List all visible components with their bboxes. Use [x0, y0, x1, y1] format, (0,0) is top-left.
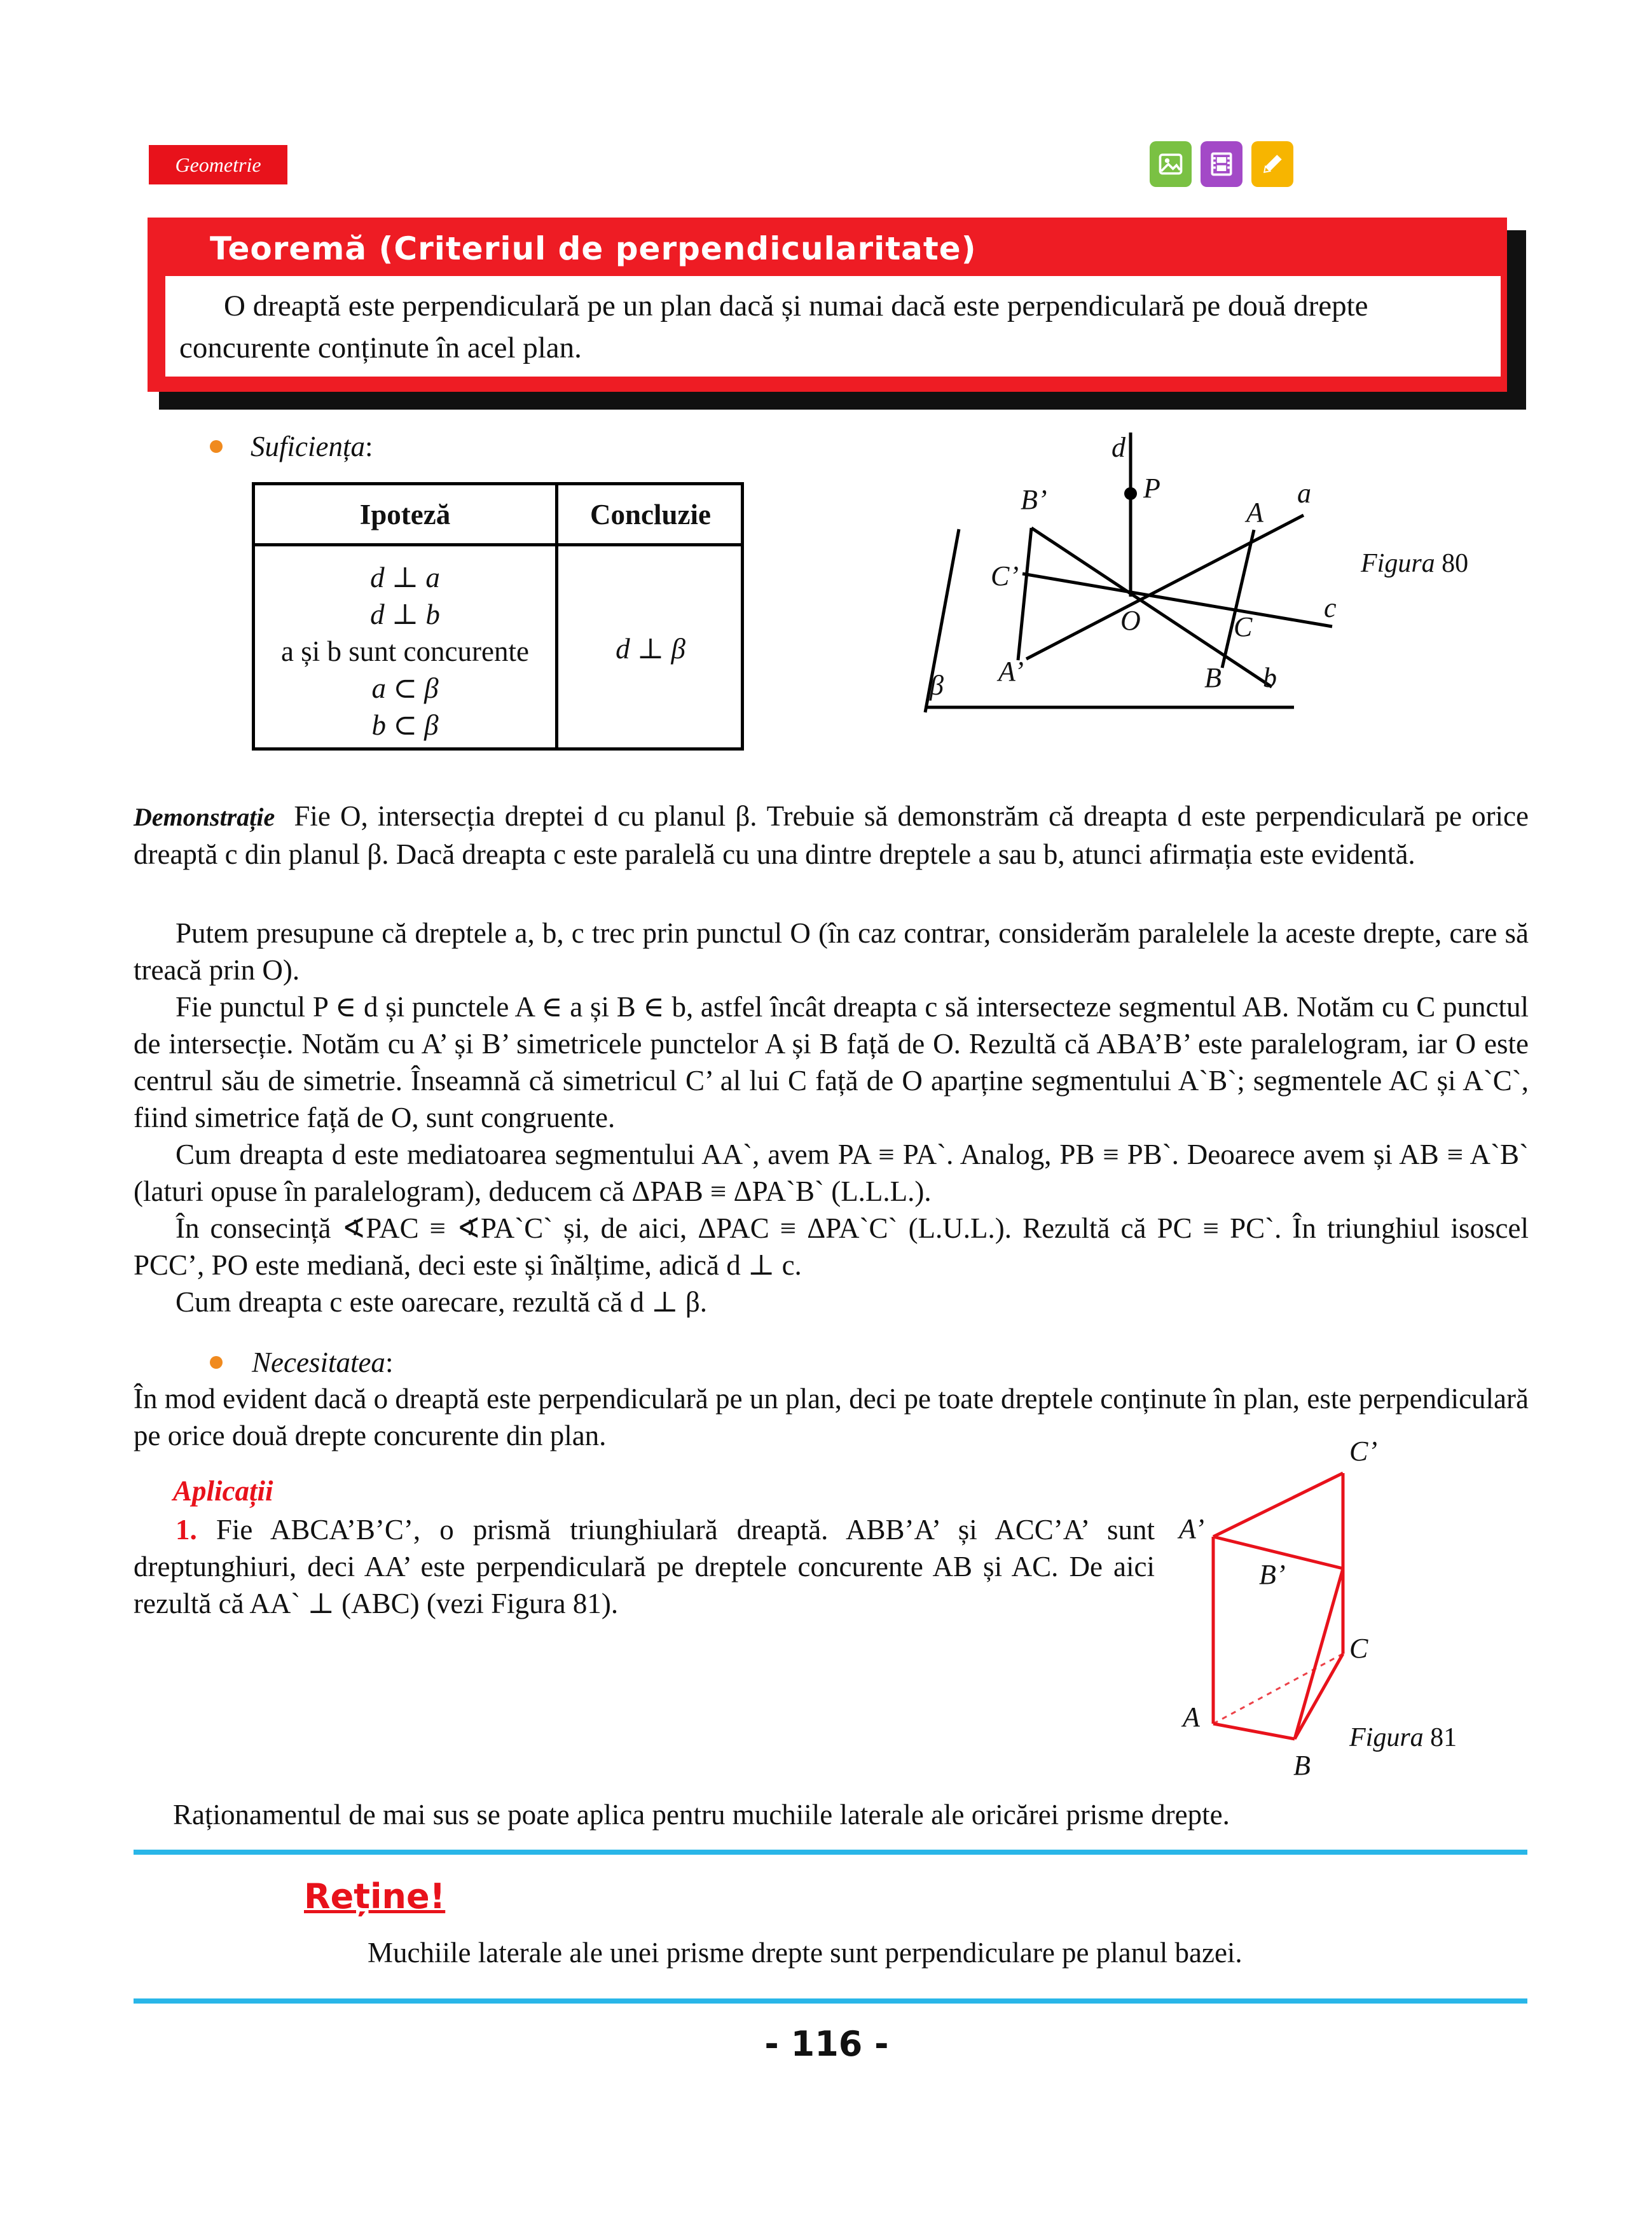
label-c-prime: C’: [1349, 1437, 1377, 1467]
film-icon[interactable]: [1201, 141, 1242, 187]
proof-heading: Demonstrație: [134, 803, 275, 831]
hypothesis-row: b ⊂ β: [371, 709, 439, 741]
figure-80-caption: Figura 80: [1361, 549, 1469, 578]
section-tag: Geometrie: [149, 145, 287, 184]
label-c: C: [1349, 1633, 1368, 1664]
label-b: B: [1293, 1750, 1311, 1781]
proof-paragraph-5: În consecință ∢PAC ≡ ∢PA`C` și, de aici, ΔPAC ≡ ΔPA`C` (L.U.L.). Rezultă că PC ≡ PC`. În triunghiul isoscel PCC’, PO este mediană, deci este și înălțime, adică d ⊥ c.: [134, 1212, 1529, 1281]
figure-80-diagram: [890, 420, 1412, 719]
label-a-prime: A’: [1179, 1513, 1204, 1544]
retine-top-rule: [134, 1850, 1527, 1855]
label-a-line: a: [1297, 478, 1311, 509]
label-b-line: b: [1263, 662, 1277, 693]
bullet-icon: [210, 1356, 223, 1369]
retine-title: Reține!: [304, 1876, 446, 1916]
table-header-hypothesis: Ipoteză: [359, 499, 451, 530]
label-a-point: A: [1246, 497, 1263, 528]
label-c-prime: C’: [991, 560, 1019, 592]
segment-b-prime-a-prime: [1018, 528, 1031, 660]
closing-remark: Raționamentul de mai sus se poate aplica pentru muchiile laterale ale oricărei prisme drepte.: [173, 1799, 1230, 1831]
pencil-icon[interactable]: [1251, 141, 1293, 187]
hypothesis-table: [252, 482, 744, 751]
label-d: d: [1112, 432, 1125, 463]
line-a: [1026, 515, 1304, 659]
image-icon[interactable]: [1150, 141, 1192, 187]
theorem-title: Teoremă (Criteriul de perpendicularitate): [210, 230, 977, 267]
necessity-text: În mod evident dacă o dreaptă este perpendiculară pe un plan, deci pe toate dreptele conținute în plan, este perpendiculară pe orice două drepte concurente din plan.: [134, 1383, 1529, 1451]
hypothesis-row: a ⊂ β: [371, 672, 439, 704]
proof-paragraph-6: Cum dreapta c este oarecare, rezultă că d ⊥ β.: [176, 1286, 708, 1318]
hypothesis-row: a și b sunt concurente: [281, 635, 529, 667]
necessity-heading: Necesitatea:: [252, 1347, 394, 1378]
hypothesis-list: [255, 559, 555, 744]
figure-81-caption: Figura 81: [1349, 1723, 1457, 1752]
proof-paragraph-4: Cum dreapta d este mediatoarea segmentului AA`, avem PA ≡ PA`. Analog, PB ≡ PB`. Deoarece avem și AB ≡ A`B` (laturi opuse în paralelogram), deducem că ΔPAB ≡ ΔPA`B` (L.L.L.).: [134, 1139, 1529, 1207]
point-p: [1124, 487, 1137, 500]
proof-paragraph-3: Fie punctul P ∈ d și punctele A ∈ a și B ∈ b, astfel încât dreapta c să intersecteze segmentul AB. Notăm cu C punctul de intersecție. Notăm cu A’ și B’ simetricele punctelor A și B față de O. Rezultă că ABA’B’ este paralelogram, iar O este centrul său de simetrie. Înseamnă că simetricul C’ al lui C față de O aparține segmentului A`B`; segmentele AC și A`C`, fiind simetrice față de O, sunt congruente.: [134, 991, 1529, 1133]
conclusion-cell: d ⊥ β: [616, 633, 685, 665]
label-b-prime: B’: [1021, 484, 1047, 515]
proof-paragraph-2: Putem presupune că dreptele a, b, c trec prin punctul O (în caz contrar, considerăm paralelele la aceste drepte, care să treacă prin O).: [134, 917, 1529, 986]
sufficiency-heading: Suficiența:: [251, 431, 373, 462]
label-c-point: C: [1234, 611, 1253, 642]
label-o: O: [1120, 605, 1141, 636]
hypothesis-row: d ⊥ a: [370, 562, 440, 593]
bullet-icon: [210, 440, 223, 453]
label-a-prime: A’: [998, 656, 1024, 687]
page-number: - 116 -: [764, 2024, 889, 2064]
label-b-prime: B’: [1259, 1559, 1286, 1590]
label-b-point: B: [1204, 662, 1222, 693]
applications-heading: Aplicații: [173, 1475, 273, 1507]
retine-bottom-rule: [134, 1998, 1527, 2004]
table-header-conclusion: Concluzie: [590, 499, 711, 530]
application-item-1: 1. Fie ABCA’B’C’, o prismă triunghiulară dreaptă. ABB’A’ și ACC’A’ sunt dreptunghiuri, deci AA’ este perpendiculară pe dreptele concurente AB și AC. De aici rezultă că AA` ⊥ (ABC) (vezi Figura 81).: [134, 1514, 1155, 1619]
label-beta: β: [930, 670, 944, 701]
resource-icons: [1150, 141, 1293, 187]
label-c-line: c: [1324, 592, 1337, 623]
label-a: A: [1183, 1701, 1200, 1733]
theorem-body: O dreaptă este perpendiculară pe un plan dacă și numai dacă este perpendiculară pe două drepte concurente conținute în acel plan.: [165, 276, 1501, 377]
label-p: P: [1143, 473, 1160, 504]
hypothesis-row: d ⊥ b: [370, 599, 440, 630]
retine-text: Muchiile laterale ale unei prisme drepte sunt perpendiculare pe planul bazei.: [368, 1937, 1242, 1969]
proof-text-1: Fie O, intersecția dreptei d cu planul β. Trebuie să demonstrăm că dreapta d este perpendiculară pe orice dreaptă c din planul β. Dacă dreapta c este paralelă cu una dintre dreptele a sau b, atunci afirmația este evidentă.: [134, 800, 1529, 870]
proof-paragraph-1: [134, 798, 1529, 873]
